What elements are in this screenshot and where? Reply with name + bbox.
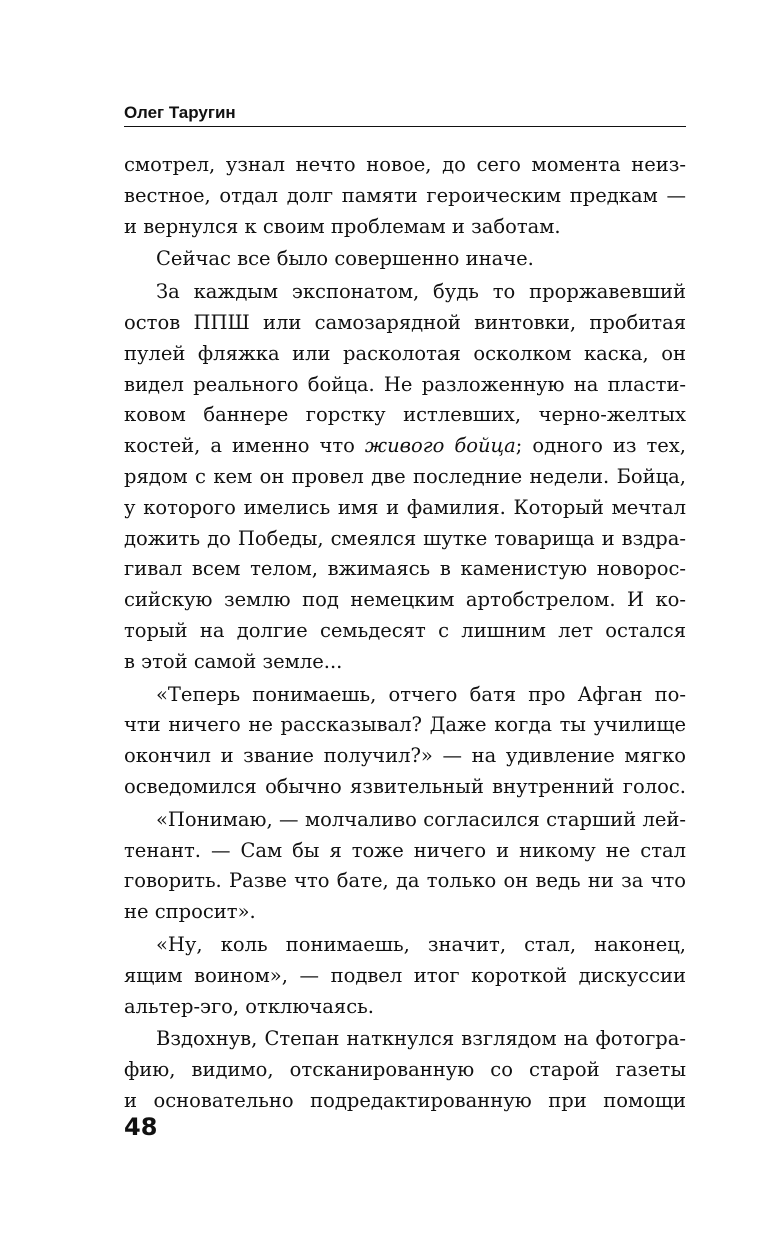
text-line: За каждым экспонатом, будь то проржавевший xyxy=(156,280,686,304)
text-line: Вздохнув, Степан наткнулся взглядом на фотогра- xyxy=(156,1027,686,1051)
text-line: окончил и звание получил?» — на удивление мягко xyxy=(124,744,686,768)
text-line: альтер-эго, отключаясь. xyxy=(124,994,374,1018)
text-line: «Теперь понимаешь, отчего батя про Афган по- xyxy=(156,682,686,706)
page-number: 48 xyxy=(124,1113,158,1141)
text-line: осведомился обычно язвительный внутренний голос. xyxy=(124,774,686,798)
text-line: вестное, отдал долг памяти героическим предкам — xyxy=(124,183,686,207)
text-line: рядом с кем он провел две последние недели. Бойца, xyxy=(124,464,686,488)
text-line: ящим воином», — подвел итог короткой дискуссии xyxy=(124,963,686,987)
header-rule xyxy=(124,126,686,127)
text-line: и основательно подредактированную при помощи xyxy=(124,1088,686,1112)
italic-emphasis: живого бойца xyxy=(364,434,516,458)
text-line: Сейчас все было совершенно иначе. xyxy=(156,247,534,271)
text-line: видел реального бойца. Не разложенную на пласти- xyxy=(124,372,686,396)
text-line: смотрел, узнал нечто новое, до сего момента неиз- xyxy=(124,153,686,176)
body-text xyxy=(124,150,686,1117)
running-head-author: Олег Таругин xyxy=(124,103,236,122)
text-line: дожить до Победы, смеялся шутке товарища и вздра- xyxy=(124,526,686,550)
text-line: «Понимаю, — молчаливо согласился старший лей- xyxy=(156,807,686,831)
text-line: в этой самой земле... xyxy=(124,649,343,673)
text-line: сийскую землю под немецким артобстрелом. И ко- xyxy=(124,588,686,612)
text-line: фию, видимо, отсканированную со старой газеты xyxy=(124,1058,686,1082)
text-line: остов ППШ или самозарядной винтовки, пробитая xyxy=(124,310,686,334)
text-line: гивал всем телом, вжимаясь в каменистую новорос- xyxy=(124,557,686,581)
text-line: тенант. — Сам бы я тоже ничего и никому не стал xyxy=(124,838,686,862)
text-line: торый на долгие семьдесят с лишним лет остался xyxy=(124,618,686,642)
text-line: костей, а именно что живого бойца; одного из тех, xyxy=(124,434,686,458)
text-line: ковом баннере горстку истлевших, черно-желтых xyxy=(124,403,686,427)
text-line: не спросит». xyxy=(124,900,256,924)
text-line: говорить. Разве что бате, да только он ведь ни за что xyxy=(124,869,686,893)
text-line: чти ничего не рассказывал? Даже когда ты училище xyxy=(124,713,686,737)
text-line: у которого имелись имя и фамилия. Который мечтал xyxy=(124,495,686,519)
text-line: пулей фляжка или расколотая осколком каска, он xyxy=(124,341,686,365)
text-line: и вернулся к своим проблемам и заботам. xyxy=(124,214,561,238)
text-line: «Ну, коль понимаешь, значит, стал, наконец, xyxy=(156,932,686,956)
